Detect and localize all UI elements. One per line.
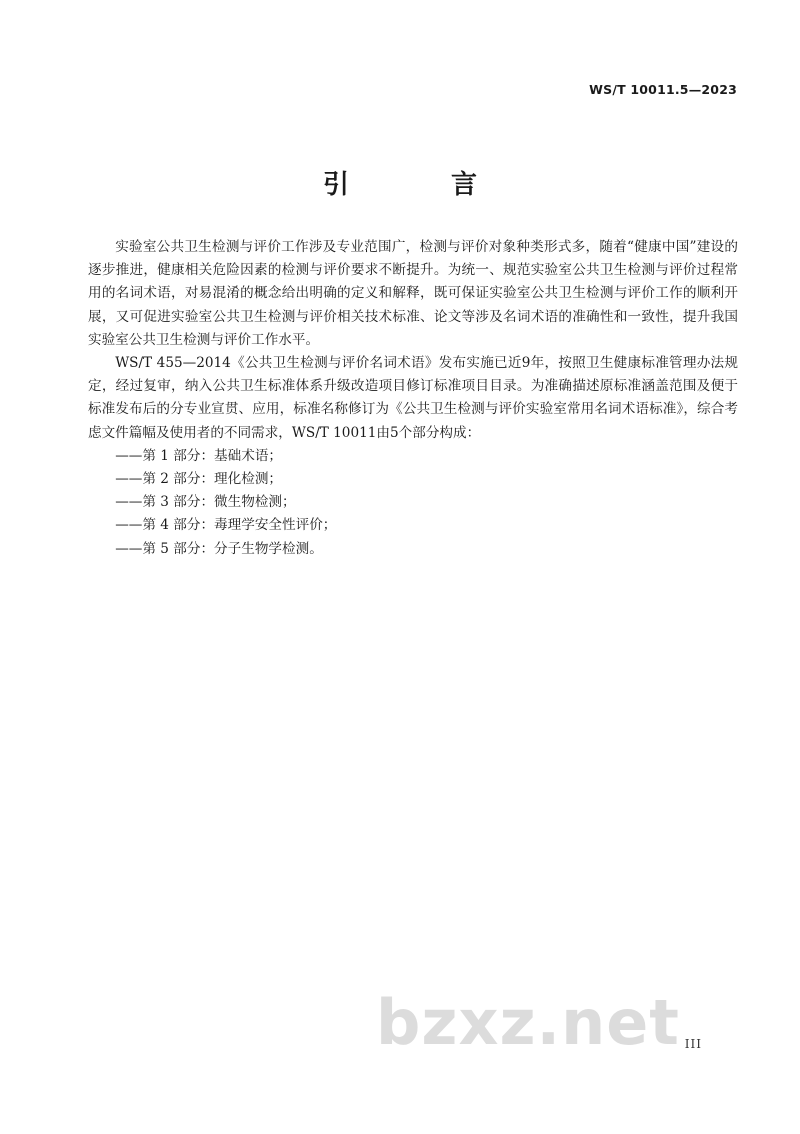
document-body — [88, 236, 738, 561]
part-item-1: ——第 1 部分：基础术语； — [115, 447, 283, 464]
watermark-logo: bzxz.net — [376, 986, 680, 1059]
parts-list — [88, 445, 738, 561]
part-item-2: ——第 2 部分：理化检测； — [115, 471, 283, 488]
intro-paragraph-2: WS/T 455—2014《公共卫生检测与评价名词术语》发布实施已近9年，按照卫生健康标准管理办法规定，经过复审，纳入公共卫生标准体系升级改造项目修订标准项目目录。为准确描述原标准涵盖范围及便于标准发布后的分专业宣贯、应用，标准名称修订为《公共卫生检测与评价实验室常用名词术语标准》，综合考虑文件篇幅及使用者的不同需求，WS/T 10011由5个部分构成： — [88, 355, 738, 441]
page-number: III — [684, 1037, 702, 1051]
part-item-5: ——第 5 部分：分子生物学检测。 — [115, 540, 323, 557]
standard-code: WS/T 10011.5—2023 — [589, 82, 737, 97]
intro-paragraph-1: 实验室公共卫生检测与评价工作涉及专业范围广，检测与评价对象种类形式多，随着“健康中国”建设的逐步推进，健康相关危险因素的检测与评价要求不断提升。为统一、规范实验室公共卫生检测与评价过程常用的名词术语，对易混淆的概念给出明确的定义和解释，既可保证实验室公共卫生检测与评价工作的顺利开展，又可促进实验室公共卫生检测与评价相关技术标准、论文等涉及名词术语的准确性和一致性，提升我国实验室公共卫生检测与评价工作水平。 — [88, 239, 738, 348]
page-title: 引 言 — [322, 170, 515, 200]
part-item-4: ——第 4 部分：毒理学安全性评价； — [115, 517, 337, 534]
part-item-3: ——第 3 部分：微生物检测； — [115, 494, 296, 511]
